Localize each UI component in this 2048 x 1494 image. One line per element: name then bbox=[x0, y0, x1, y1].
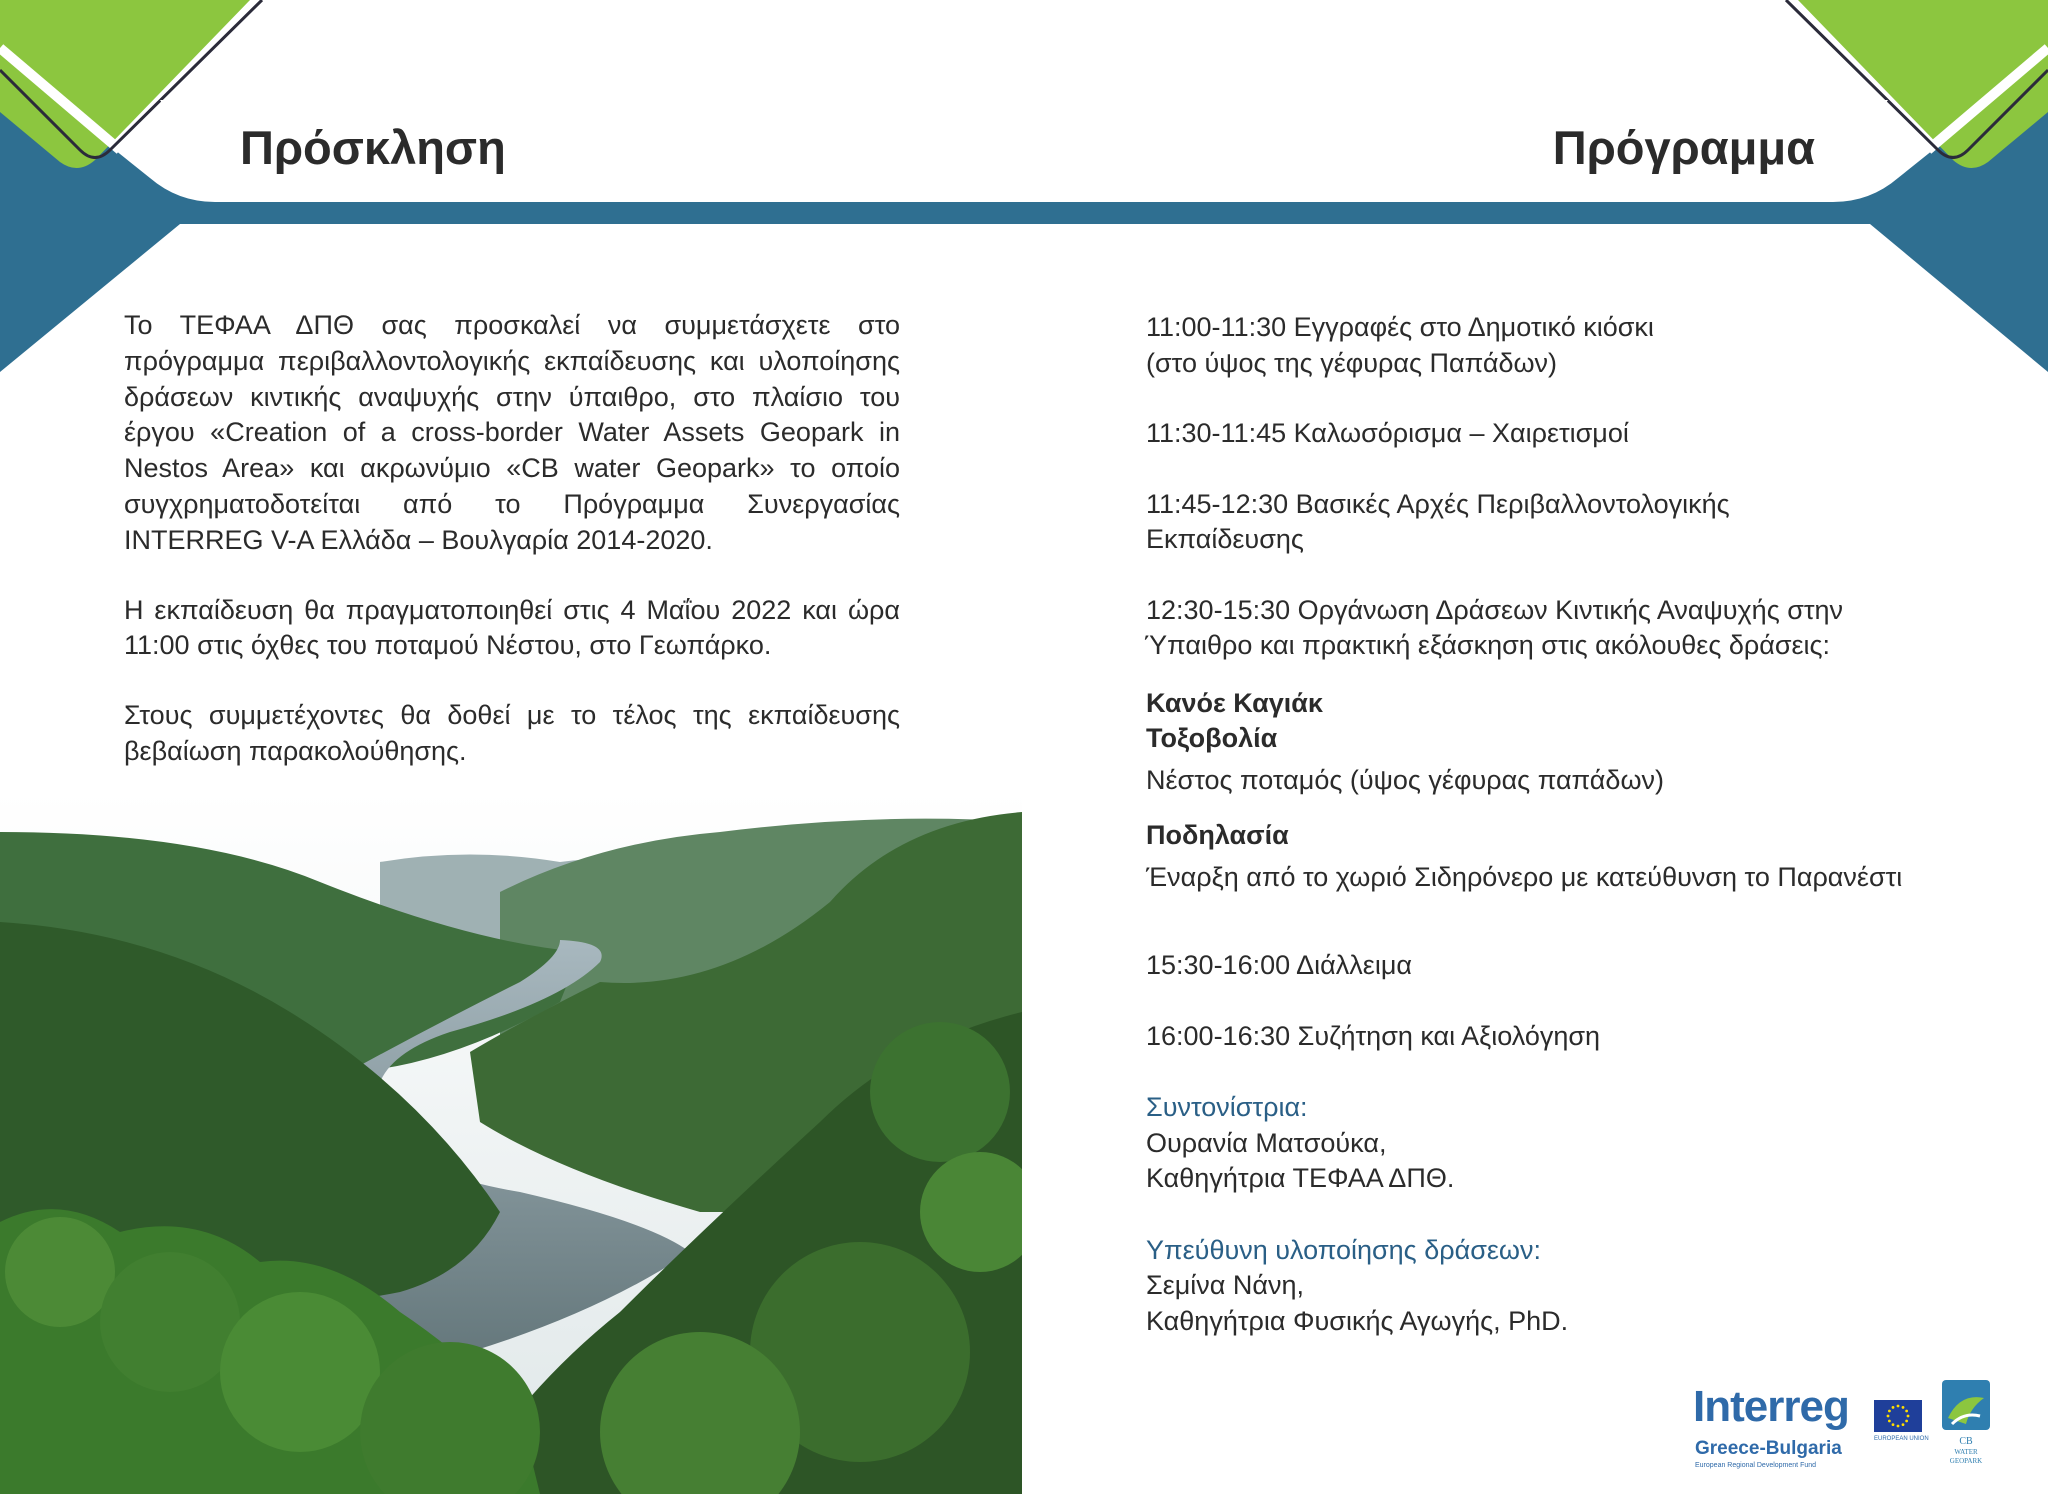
activities-lead-label: Υπεύθυνη υλοποίησης δράσεων: bbox=[1146, 1234, 1541, 1265]
eu-label: EUROPEAN UNION bbox=[1874, 1436, 1929, 1442]
activity-title: Κανόε Καγιάκ bbox=[1146, 687, 1323, 718]
eu-flag-icon bbox=[1874, 1400, 1922, 1432]
schedule-text: 16:00-16:30 Συζήτηση και Αξιολόγηση bbox=[1146, 1020, 1601, 1051]
invitation-paragraph: Το ΤΕΦΑΑ ΔΠΘ σας προσκαλεί να συμμετάσχετε στο πρόγραμμα περιβαλλοντολογικής εκπαίδευσης και υλοποίησης δράσεων κιντικής αναψυχής στην ύπαιθρο, στο πλαίσιο του έργου «Creation of a cross-border Water Assets Geopark in Nestos Area» και ακρωνύμιο «CB water Geopark» το οποίο συγχρηματοδοτείται από το Πρόγραμμα Συνεργασίας INTERREG V-A Ελλάδα – Βουλγαρία 2014-2020. bbox=[124, 310, 900, 555]
invitation-paragraph: Η εκπαίδευση θα πραγματοποιηθεί στις 4 Μαΐου 2022 και ώρα 11:00 στις όχθες του ποταμού Νέστου, στο Γεωπάρκο. bbox=[124, 594, 900, 661]
activity-location: Νέστος ποταμός (ύψος γέφυρας παπάδων) bbox=[1146, 764, 1665, 795]
svg-text:CB: CB bbox=[1959, 1436, 1973, 1447]
schedule-item bbox=[1146, 310, 2006, 381]
invitation-paragraph: Στους συμμετέχοντες θα δοθεί με το τέλος της εκπαίδευσης βεβαίωση παρακολούθησης. bbox=[124, 700, 900, 766]
program-title: Πρόγραμμα bbox=[1552, 121, 1815, 174]
river-valley-photo bbox=[0, 792, 1022, 1494]
sponsor-logos bbox=[1690, 1378, 2030, 1488]
schedule-text: 15:30-16:00 Διάλλειμα bbox=[1146, 950, 1412, 980]
schedule-item bbox=[1146, 1019, 2006, 1055]
activity-location: Έναρξη από το χωριό Σιδηρόνερο με κατεύθυνση το Παρανέστι bbox=[1146, 861, 1903, 892]
schedule-text: 11:45-12:30 Βασικές Αρχές Περιβαλλοντολογικής bbox=[1146, 488, 1730, 519]
coordinator-label: Συντονίστρια: bbox=[1146, 1092, 1308, 1122]
coordinator-title: Καθηγήτρια ΤΕΦΑΑ ΔΠΘ. bbox=[1146, 1163, 1455, 1193]
activities-lead-title: Καθηγήτρια Φυσικής Αγωγής, PhD. bbox=[1146, 1305, 1569, 1336]
svg-text:GEOPARK: GEOPARK bbox=[1949, 1457, 1983, 1465]
invitation-text bbox=[124, 308, 900, 804]
schedule-text: 11:30-11:45 Καλωσόρισμα – Χαιρετισμοί bbox=[1146, 418, 1629, 448]
activity-title: Ποδηλασία bbox=[1146, 820, 1289, 850]
activities-lead-block bbox=[1146, 1233, 2006, 1340]
schedule-item bbox=[1146, 593, 2006, 664]
program-schedule bbox=[1146, 310, 2006, 1339]
coordinator-name: Ουρανία Ματσούκα, bbox=[1146, 1127, 1387, 1158]
svg-text:WATER: WATER bbox=[1954, 1448, 1978, 1456]
cb-water-geopark-logo bbox=[1940, 1378, 1992, 1478]
interreg-logo: Interreg bbox=[1693, 1382, 1849, 1431]
erdf-label: European Regional Development Fund bbox=[1695, 1462, 1817, 1469]
schedule-text: Εκπαίδευσης bbox=[1146, 524, 1304, 554]
schedule-text: Ύπαιθρο και πρακτική εξάσκηση στις ακόλουθες δράσεις: bbox=[1144, 630, 1831, 660]
activity-title: Τοξοβολία bbox=[1146, 723, 1278, 753]
schedule-text: 11:00-11:30 Εγγραφές στο Δημοτικό κιόσκι bbox=[1146, 312, 1654, 342]
coordinator-block bbox=[1146, 1090, 2006, 1197]
schedule-item bbox=[1146, 416, 2006, 452]
schedule-item bbox=[1146, 948, 2006, 984]
invitation-title: Πρόσκληση bbox=[240, 121, 506, 174]
activities-lead-name: Σεμίνα Νάνη, bbox=[1146, 1270, 1305, 1300]
schedule-item bbox=[1146, 487, 2006, 558]
schedule-text: (στο ύψος της γέφυρας Παπάδων) bbox=[1146, 347, 1558, 378]
interreg-program-label: Greece-Bulgaria bbox=[1695, 1438, 1842, 1459]
schedule-text: 12:30-15:30 Οργάνωση Δράσεων Κιντικής Αναψυχής στην bbox=[1146, 594, 1844, 625]
